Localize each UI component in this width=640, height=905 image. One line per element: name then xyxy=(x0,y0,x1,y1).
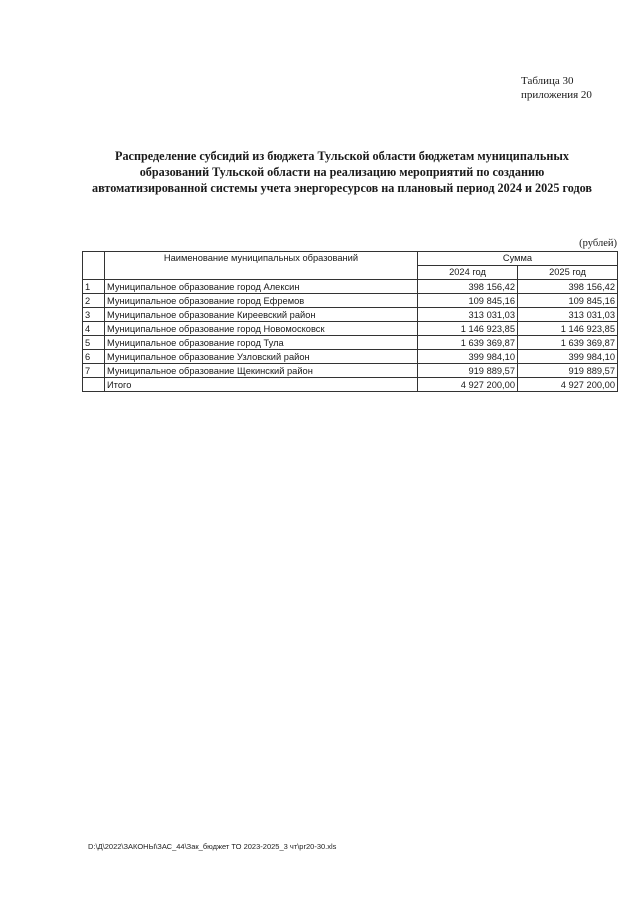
amount-2024: 1 146 923,85 xyxy=(418,322,518,336)
amount-2024: 1 639 369,87 xyxy=(418,336,518,350)
title-line-1: Распределение субсидий из бюджета Тульской области бюджетам муниципальных xyxy=(115,149,569,163)
col-sum-header: Сумма xyxy=(418,252,618,266)
subsidy-table xyxy=(82,251,618,392)
table-reference xyxy=(521,74,592,102)
municipality-name: Муниципальное образование Узловский район xyxy=(105,350,418,364)
total-row xyxy=(83,378,618,392)
file-path-footer: D:\Д\2022\ЗАКОНЫ\ЗАС_44\Зак_бюджет ТО 2023-2025_3 чт\pr20-30.xls xyxy=(88,842,337,851)
units-label: (рублей) xyxy=(579,238,617,249)
table-row xyxy=(83,364,618,378)
document-title xyxy=(82,148,602,196)
amount-2025: 313 031,03 xyxy=(518,308,618,322)
col-2025-header: 2025 год xyxy=(518,266,618,280)
amount-2024: 313 031,03 xyxy=(418,308,518,322)
table-row xyxy=(83,322,618,336)
amount-2024: 919 889,57 xyxy=(418,364,518,378)
title-line-3: автоматизированной системы учета энергоресурсов на плановый период 2024 и 2025 годов xyxy=(92,181,592,195)
table-row xyxy=(83,280,618,294)
amount-2025: 1 639 369,87 xyxy=(518,336,618,350)
total-2024: 4 927 200,00 xyxy=(418,378,518,392)
amount-2025: 399 984,10 xyxy=(518,350,618,364)
header-row xyxy=(83,252,618,266)
row-index: 6 xyxy=(83,350,105,364)
annex-number: приложения 20 xyxy=(521,89,592,101)
amount-2025: 398 156,42 xyxy=(518,280,618,294)
total-2025: 4 927 200,00 xyxy=(518,378,618,392)
table-row xyxy=(83,308,618,322)
row-index: 5 xyxy=(83,336,105,350)
row-index xyxy=(83,378,105,392)
table-row xyxy=(83,294,618,308)
municipality-name: Муниципальное образование город Тула xyxy=(105,336,418,350)
col-2024-header: 2024 год xyxy=(418,266,518,280)
row-index: 2 xyxy=(83,294,105,308)
amount-2024: 399 984,10 xyxy=(418,350,518,364)
municipality-name: Муниципальное образование Щекинский район xyxy=(105,364,418,378)
row-index: 1 xyxy=(83,280,105,294)
table-number: Таблица 30 xyxy=(521,75,574,87)
table-row xyxy=(83,350,618,364)
municipality-name: Муниципальное образование Киреевский район xyxy=(105,308,418,322)
municipality-name: Муниципальное образование город Новомосковск xyxy=(105,322,418,336)
row-index: 4 xyxy=(83,322,105,336)
amount-2025: 919 889,57 xyxy=(518,364,618,378)
row-index: 7 xyxy=(83,364,105,378)
table-row xyxy=(83,336,618,350)
title-line-2: образований Тульской области на реализацию мероприятий по созданию xyxy=(139,165,545,179)
col-name-header: Наименование муниципальных образований xyxy=(105,252,418,280)
row-index: 3 xyxy=(83,308,105,322)
amount-2025: 1 146 923,85 xyxy=(518,322,618,336)
col-index-header xyxy=(83,252,105,280)
amount-2024: 398 156,42 xyxy=(418,280,518,294)
municipality-name: Муниципальное образование город Ефремов xyxy=(105,294,418,308)
amount-2025: 109 845,16 xyxy=(518,294,618,308)
amount-2024: 109 845,16 xyxy=(418,294,518,308)
municipality-name: Муниципальное образование город Алексин xyxy=(105,280,418,294)
total-label: Итого xyxy=(105,378,418,392)
